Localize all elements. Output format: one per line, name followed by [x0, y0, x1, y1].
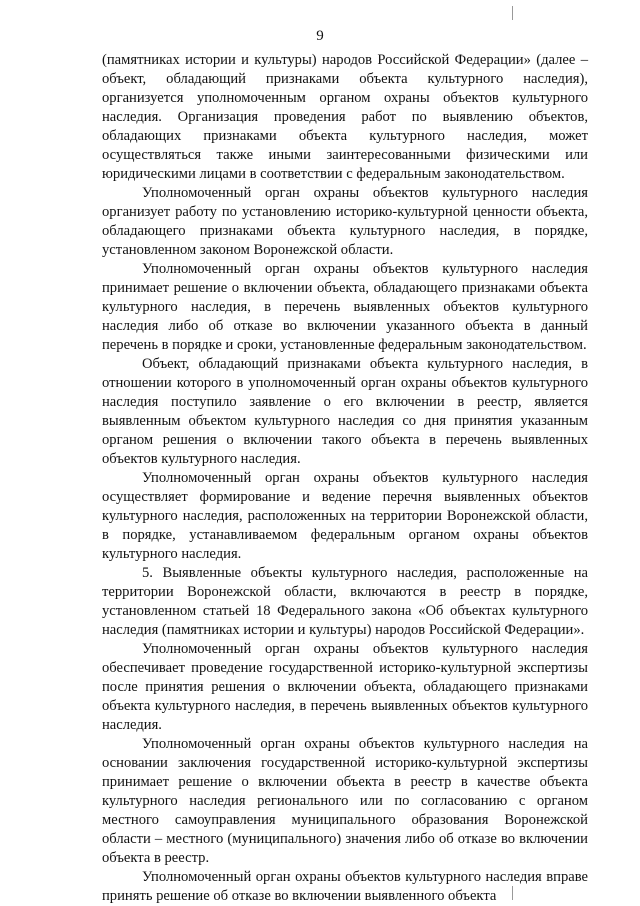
- document-body: [102, 51, 588, 906]
- paragraph-9: Уполномоченный орган охраны объектов культурного наследия вправе принять решение об отказе во включении выявленного объекта: [102, 869, 588, 904]
- paragraph-8: Уполномоченный орган охраны объектов культурного наследия на основании заключения государственной историко-культурной экспертизы принимает решение о включении объекта в реестр в качестве объекта культурного наследия регионального или по согласованию с органом местного самоуправления муниципального образования Воронежской области – местного (муниципального) значения либо об отказе во включении объекта в реестр.: [102, 736, 588, 866]
- scan-edge-mark-top: [512, 6, 513, 20]
- page-number: 9: [316, 28, 324, 44]
- paragraph-1: (памятниках истории и культуры) народов Российской Федерации» (далее – объект, обладающий признаками объекта культурного наследия), организуется уполномоченным органом охраны объектов культурного наследия. Организация проведения работ по выявлению объектов, обладающих признаками объекта культурного наследия, может осуществляться также иными заинтересованными физическими или юридическими лицами в соответствии с федеральным законодательством.: [102, 52, 588, 182]
- paragraph-3: Уполномоченный орган охраны объектов культурного наследия принимает решение о включении объекта, обладающего признаками объекта культурного наследия, в перечень выявленных объектов культурного наследия либо об отказе во включении указанного объекта в данный перечень в порядке и сроки, установленные федеральным законодательством.: [102, 261, 588, 353]
- paragraph-2: Уполномоченный орган охраны объектов культурного наследия организует работу по установлению историко-культурной ценности объекта, обладающего признаками объекта культурного наследия, в порядке, установленном законом Воронежской области.: [102, 185, 588, 258]
- paragraph-5: Уполномоченный орган охраны объектов культурного наследия осуществляет формирование и ведение перечня выявленных объектов культурного наследия, расположенных на территории Воронежской области, в порядке, устанавливаемом федеральным органом охраны объектов культурного наследия.: [102, 470, 588, 562]
- paragraph-7: Уполномоченный орган охраны объектов культурного наследия обеспечивает проведение государственной историко-культурной экспертизы после принятия решения о включении объекта, обладающего признаками объекта культурного наследия, в перечень выявленных объектов культурного наследия.: [102, 641, 588, 733]
- paragraph-4: Объект, обладающий признаками объекта культурного наследия, в отношении которого в уполномоченный орган охраны объектов культурного наследия поступило заявление о его включении в реестр, является выявленным объектом культурного наследия со дня принятия указанным органом решения о включении такого объекта в перечень выявленных объектов культурного наследия.: [102, 356, 588, 467]
- paragraph-6: 5. Выявленные объекты культурного наследия, расположенные на территории Воронежской области, включаются в реестр в порядке, установленном статьей 18 Федерального закона «Об объектах культурного наследия (памятниках истории и культуры) народов Российской Федерации».: [102, 565, 588, 638]
